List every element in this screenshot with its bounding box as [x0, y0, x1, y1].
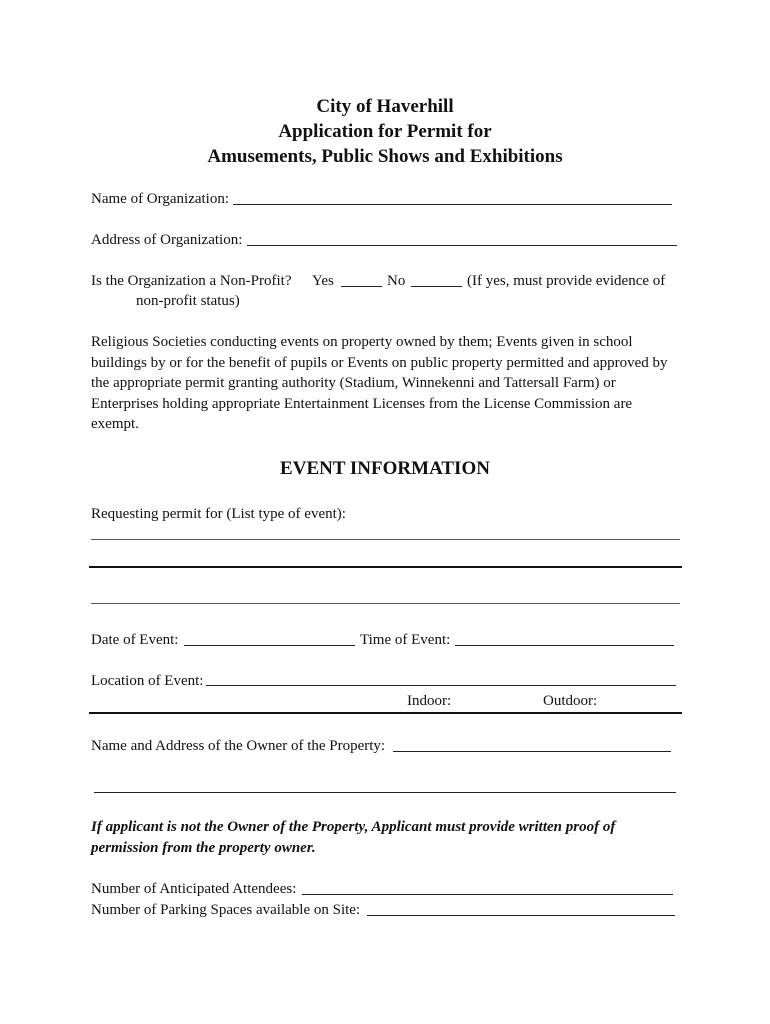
evidence-note-line2: non-profit status) [136, 293, 240, 309]
owner-label: Name and Address of the Owner of the Property: [91, 738, 386, 754]
nonprofit-no-field[interactable] [411, 286, 462, 287]
location-section-divider [89, 712, 682, 714]
event-type-line-2[interactable] [89, 566, 682, 568]
title-amusements: Amusements, Public Shows and Exhibitions [207, 146, 563, 167]
nonprofit-no-label: No [387, 273, 406, 289]
owner-field-line-2[interactable] [94, 792, 676, 793]
parking-field[interactable] [367, 915, 675, 916]
evidence-note-line1: (If yes, must provide evidence of [467, 273, 666, 289]
owner-field[interactable] [393, 751, 671, 752]
exemption-paragraph: Religious Societies conducting events on property owned by them; Events given in school buildings by or for the benefit of pupils or Events on public property permitted and approved by the appropriate permit granting authority (Stadium, Winnekenni and Tattersall Farm) or Enterprises holding appropriate Entertainment Licenses from the License Commission are exempt. [91, 334, 668, 432]
event-type-line-3[interactable] [91, 603, 680, 604]
org-address-field[interactable] [247, 245, 677, 246]
org-name-label: Name of Organization: [91, 191, 230, 207]
indoor-label: Indoor: [407, 693, 452, 709]
attendees-label: Number of Anticipated Attendees: [91, 881, 297, 897]
parking-label: Number of Parking Spaces available on Site: [91, 902, 361, 918]
attendees-field[interactable] [302, 894, 673, 895]
org-name-field[interactable] [233, 204, 672, 205]
event-date-label: Date of Event: [91, 632, 179, 648]
outdoor-label: Outdoor: [543, 693, 598, 709]
event-type-line-1[interactable] [91, 539, 680, 540]
nonprofit-yes-field[interactable] [341, 286, 382, 287]
title-city: City of Haverhill [316, 96, 454, 117]
nonprofit-yes-label: Yes [312, 273, 334, 289]
org-address-label: Address of Organization: [91, 232, 243, 248]
event-location-label: Location of Event: [91, 673, 204, 689]
event-date-field[interactable] [184, 645, 355, 646]
event-type-label: Requesting permit for (List type of event): [91, 506, 346, 522]
nonprofit-label: Is the Organization a Non-Profit? [91, 273, 292, 289]
event-time-field[interactable] [455, 645, 674, 646]
event-time-label: Time of Event: [360, 632, 451, 648]
title-application: Application for Permit for [278, 121, 492, 142]
event-information-heading: EVENT INFORMATION [280, 458, 490, 479]
event-location-field[interactable] [206, 685, 676, 686]
owner-permission-notice: If applicant is not the Owner of the Property, Applicant must provide written proof of permission from the property owner. [91, 819, 616, 856]
